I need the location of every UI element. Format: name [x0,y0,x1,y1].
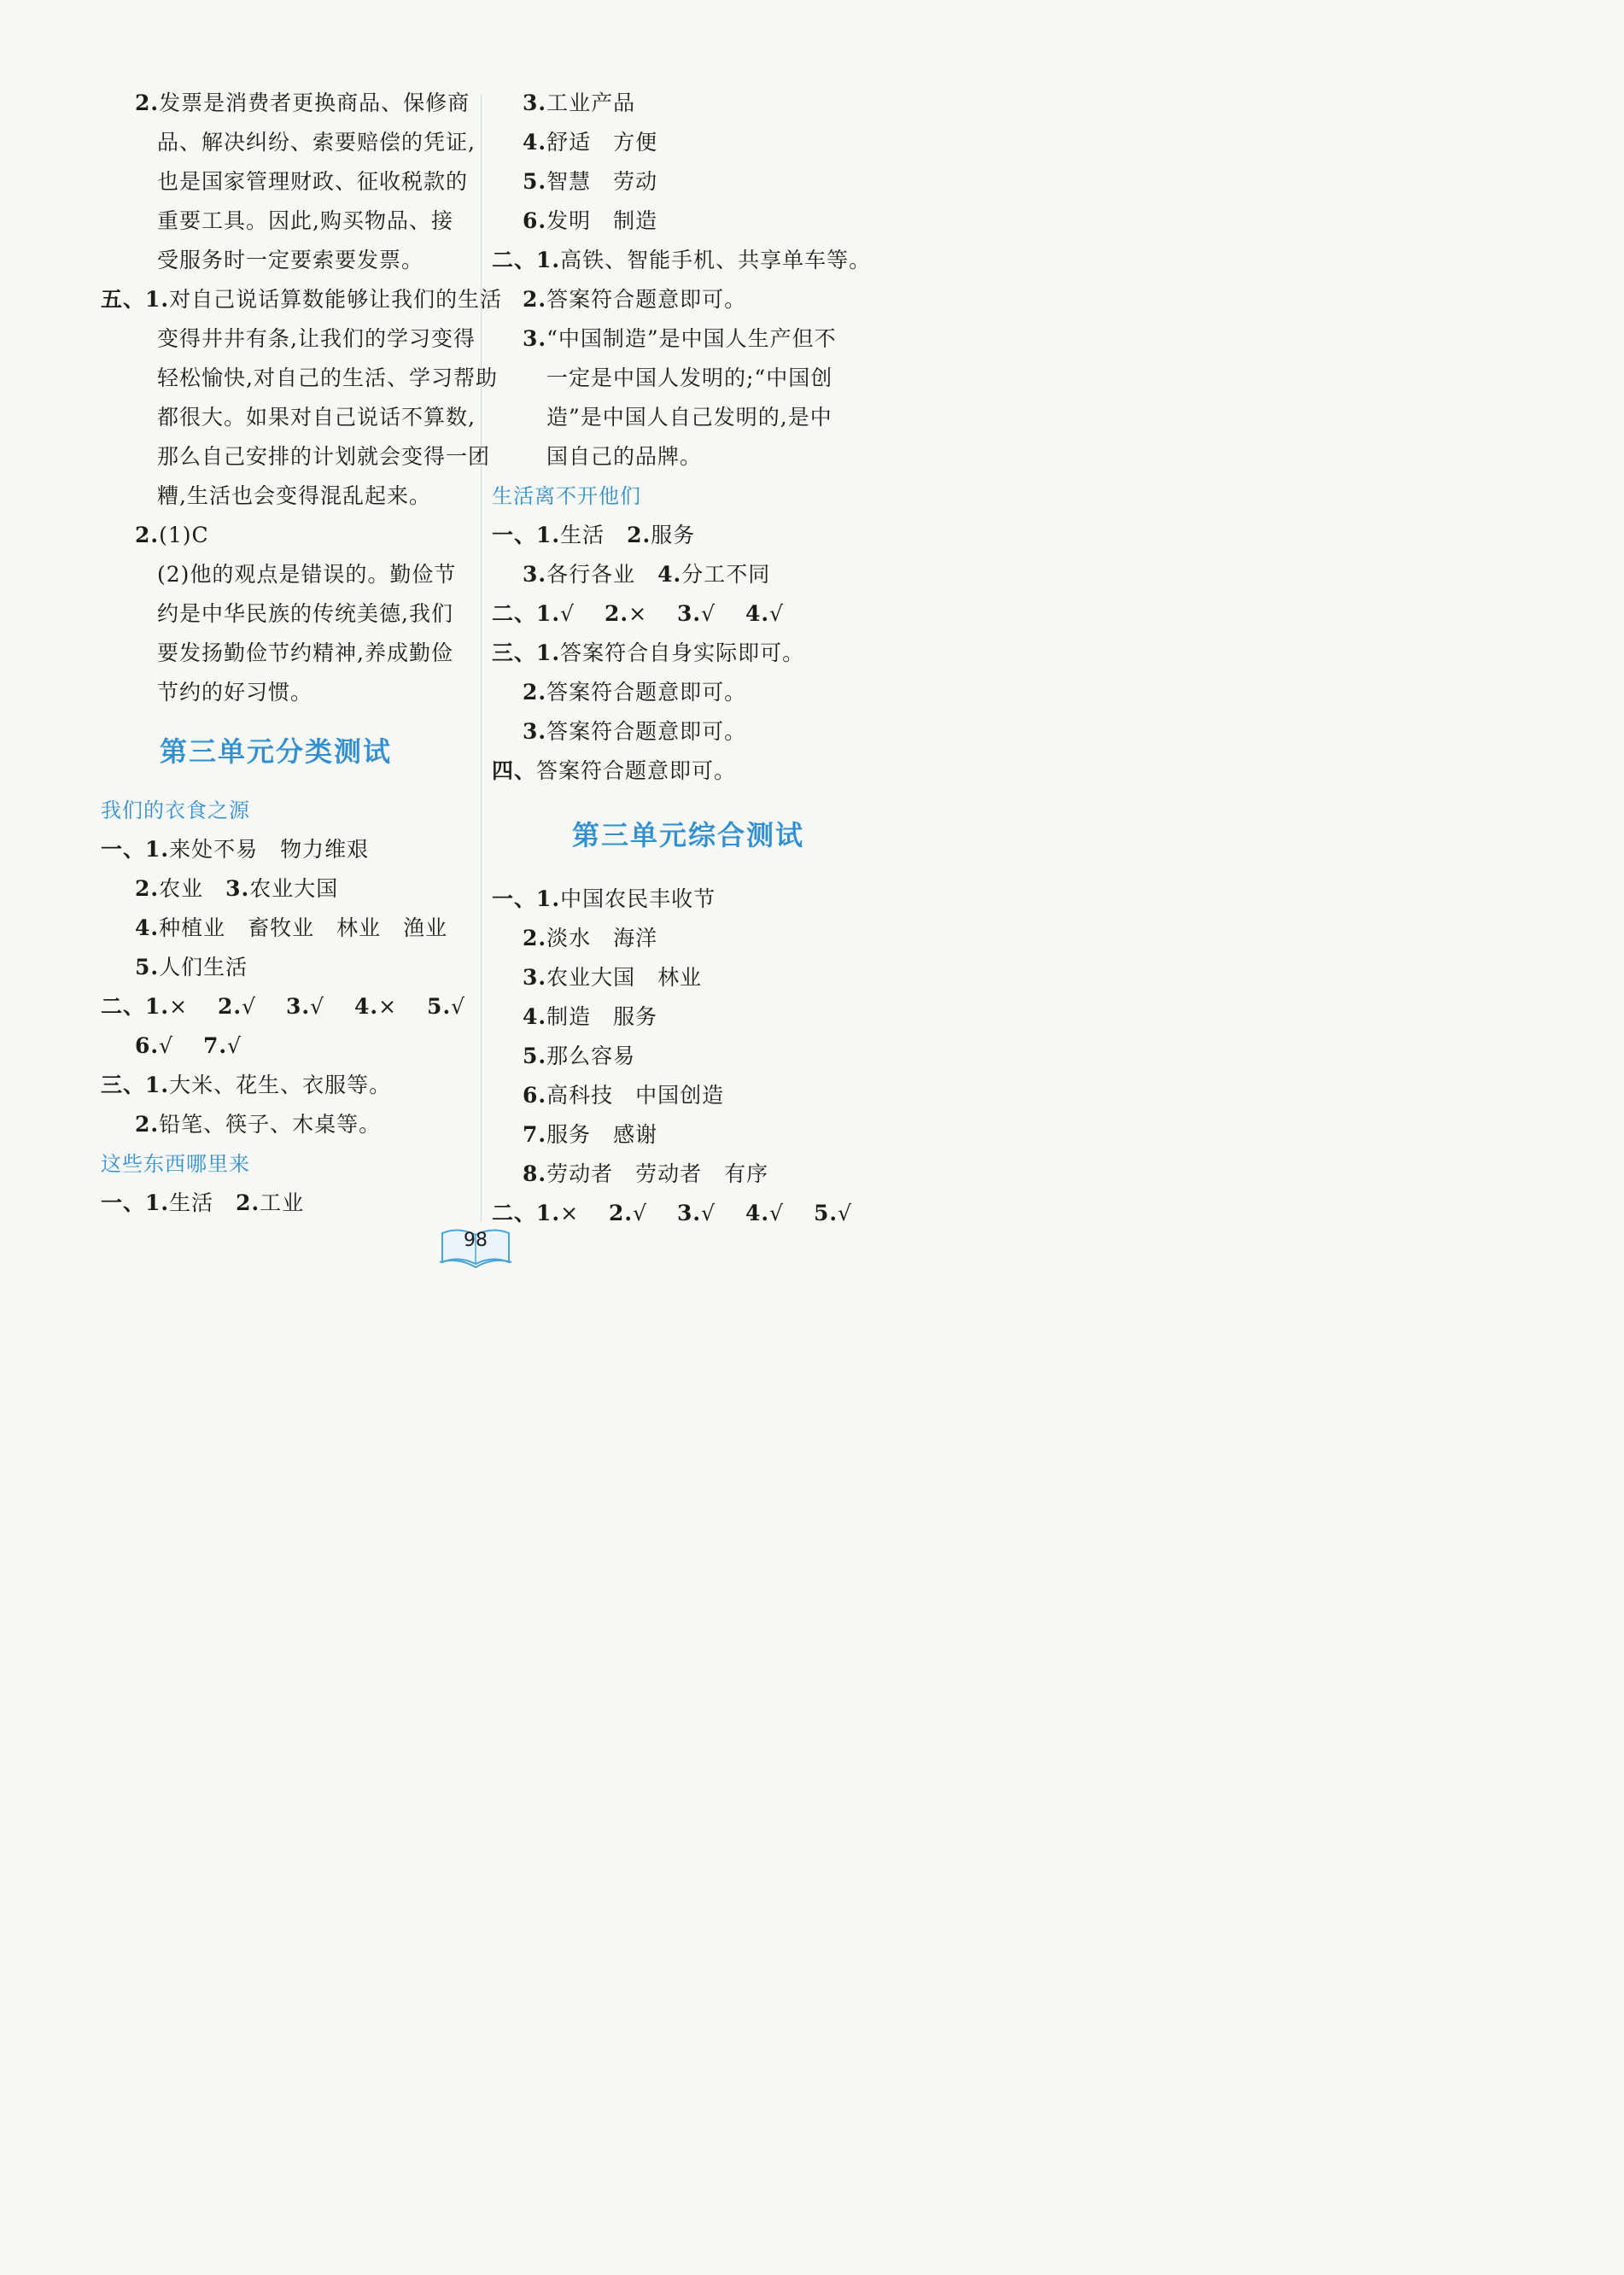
answer-line: 三、1.答案符合自身实际即可。 [492,640,805,665]
answer-line: 2.发票是消费者更换商品、保修商 [135,91,470,115]
answer-line: 那么自己安排的计划就会变得一团 [157,444,491,469]
page-number: 98 [464,1230,488,1251]
answer-line: 3.农业大国 林业 [523,965,703,990]
answer-line: 品、解决纠纷、索要赔偿的凭证, [157,130,476,155]
answer-line: 6.高科技 中国创造 [523,1083,725,1108]
answer-line: 受服务时一定要索要发票。 [157,248,424,272]
answer-line: 2.农业 3.农业大国 [135,876,339,901]
answer-line: 轻松愉快,对自己的生活、学习帮助 [157,366,498,390]
answer-line: 4.舒适 方便 [523,130,658,155]
answer-line: 五、1.对自己说话算数能够让我们的生活 [101,287,503,312]
answer-line: 二、1.× 2.√ 3.√ 4.× 5.√ [101,994,466,1019]
answer-line: 2.答案符合题意即可。 [523,287,747,312]
answer-line: 2.答案符合题意即可。 [523,680,747,705]
answer-line: 2.(1)C [135,523,209,547]
answer-line: 一定是中国人发明的;“中国创 [546,366,833,390]
answer-line: 3.“中国制造”是中国人生产但不 [523,326,837,351]
answer-line: 二、1.√ 2.× 3.√ 4.√ [492,601,785,626]
answer-line: 四、答案符合题意即可。 [492,758,737,783]
answer-line: 3.工业产品 [523,91,636,115]
answer-line: 7.服务 感谢 [523,1122,658,1147]
answer-line: 三、1.大米、花生、衣服等。 [101,1073,392,1097]
answer-line: 一、1.生活 2.服务 [492,523,696,547]
answer-line: 糟,生活也会变得混乱起来。 [157,483,431,508]
answer-line: 二、1.× 2.√ 3.√ 4.√ 5.√ [492,1201,853,1225]
answer-line: 节约的好习惯。 [157,680,313,705]
right-column [492,84,872,1233]
answer-line: 2.铅笔、筷子、木桌等。 [135,1112,382,1137]
answer-line: 都很大。如果对自己说话不算数, [157,405,476,430]
answer-line: 一、1.中国农民丰收节 [492,886,716,911]
answer-line: 5.人们生活 [135,955,248,980]
answer-line: 2.淡水 海洋 [523,926,658,950]
answer-line: 国自己的品牌。 [546,444,703,469]
answer-line: 3.答案符合题意即可。 [523,719,747,744]
answer-line: 5.智慧 劳动 [523,169,658,194]
answer-line: 一、1.生活 2.工业 [101,1190,305,1215]
answer-line: 4.制造 服务 [523,1004,658,1029]
answer-line: 3.各行各业 4.分工不同 [523,562,771,587]
subsection-title: 生活离不开他们 [492,484,641,508]
answer-line: 4.种植业 畜牧业 林业 渔业 [135,915,448,940]
answer-line: 也是国家管理财政、征收税款的 [157,169,469,194]
answer-line: 6.√ 7.√ [135,1033,242,1058]
answer-line: 二、1.高铁、智能手机、共享单车等。 [492,248,872,272]
answer-line: 5.那么容易 [523,1044,636,1068]
answer-line: (2)他的观点是错误的。勤俭节 [157,562,457,587]
answer-line: 8.劳动者 劳动者 有序 [523,1161,769,1186]
answer-line: 变得井井有条,让我们的学习变得 [157,326,476,351]
subsection-title: 这些东西哪里来 [101,1152,250,1176]
section-heading: 第三单元分类测试 [159,735,392,768]
subsection-title: 我们的衣食之源 [101,798,250,822]
answer-line: 一、1.来处不易 物力维艰 [101,837,370,862]
left-column [101,84,503,1223]
answer-line: 造”是中国人自己发明的,是中 [546,405,832,430]
answer-line: 重要工具。因此,购买物品、接 [157,208,453,233]
answer-line: 要发扬勤俭节约精神,养成勤俭 [157,640,453,665]
section-heading: 第三单元综合测试 [571,819,804,851]
page-number-badge [437,1225,514,1271]
answer-line: 约是中华民族的传统美德,我们 [157,601,453,626]
column-divider [481,94,482,1221]
answer-line: 6.发明 制造 [523,208,658,233]
